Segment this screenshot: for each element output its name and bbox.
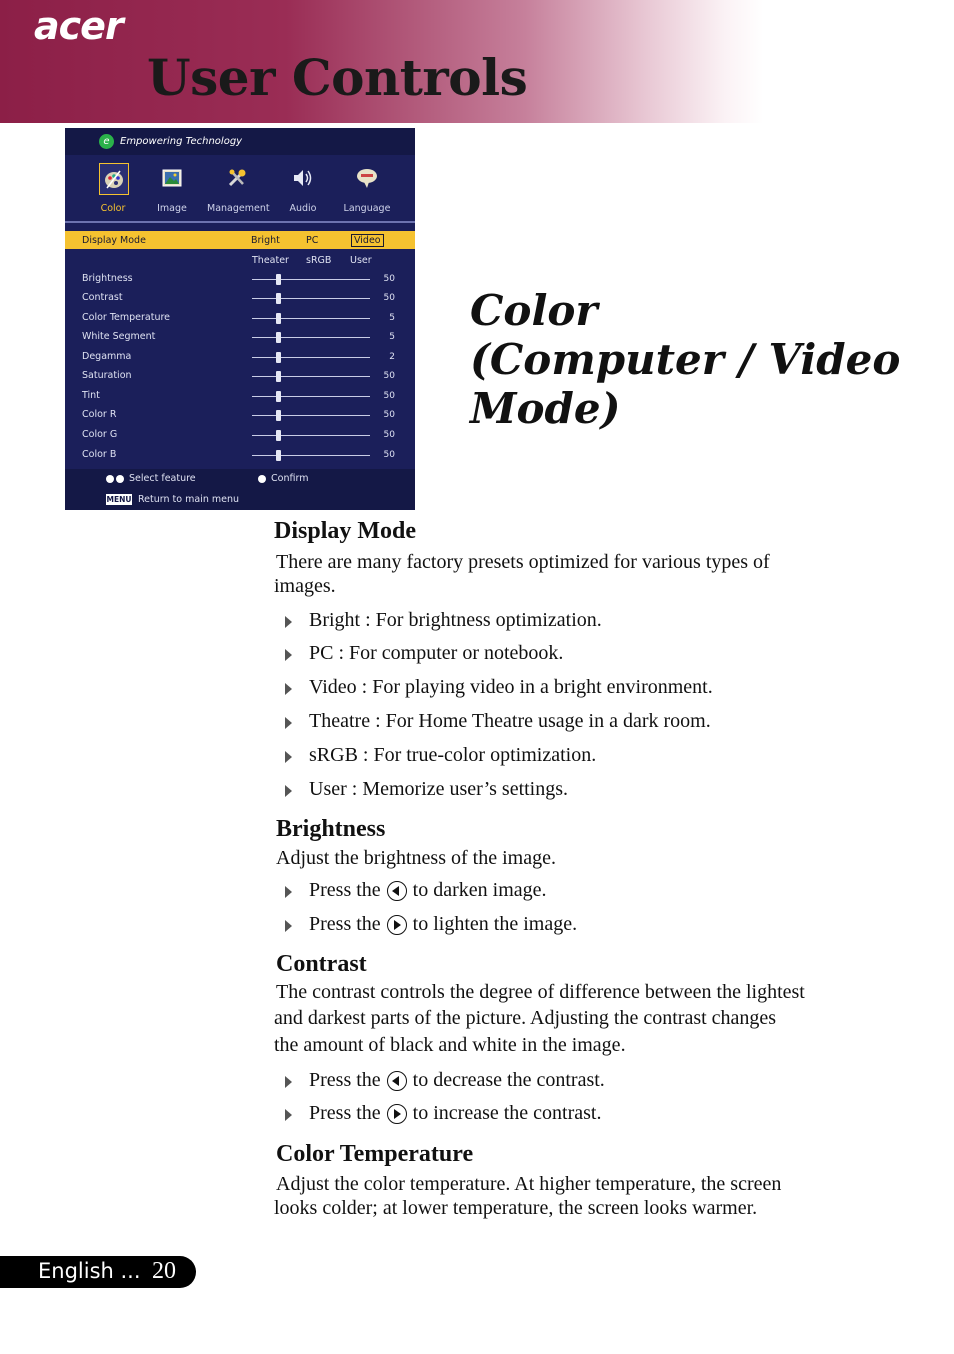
- slider-track[interactable]: [252, 279, 370, 280]
- acer-logo: acer: [34, 4, 123, 48]
- bullet-arrow-icon: [285, 717, 292, 729]
- down-button-icon: [116, 475, 124, 483]
- slider-knob[interactable]: [276, 274, 281, 285]
- row-label: Saturation: [82, 370, 132, 381]
- bullet-arrow-icon: [285, 920, 292, 932]
- bullet-arrow-icon: [285, 751, 292, 763]
- mode-option-theater[interactable]: Theater: [252, 255, 289, 266]
- list-item-text: Theatre : For Home Theatre usage in a dark room.: [309, 710, 711, 732]
- list-item-text: User : Memorize user’s settings.: [309, 778, 569, 800]
- list-item: [285, 778, 568, 801]
- confirm-hint: [258, 473, 308, 484]
- slider-knob[interactable]: [276, 391, 281, 402]
- tab-label: Color: [100, 203, 126, 214]
- brightness-heading: Brightness: [276, 816, 386, 842]
- tab-label: Language: [343, 203, 391, 214]
- display-mode-intro-line: images.: [274, 575, 336, 597]
- tab-image[interactable]: [142, 155, 202, 221]
- list-item: [285, 609, 602, 632]
- menu-key-icon: MENU: [106, 495, 132, 504]
- list-item-text: Press the: [309, 913, 381, 935]
- mode-option-bright[interactable]: Bright: [251, 235, 280, 246]
- row-label: Tint: [82, 390, 100, 401]
- row-value: 50: [383, 293, 395, 303]
- bullet-arrow-icon: [285, 1076, 292, 1088]
- row-label: White Segment: [82, 331, 156, 342]
- contrast-text-line: the amount of black and white in the image.: [274, 1034, 626, 1056]
- list-item: [285, 744, 596, 767]
- section-title-line: Color: [470, 286, 598, 335]
- display-mode-intro-line: There are many factory presets optimized for various types of: [276, 551, 770, 573]
- page-title: User Controls: [147, 48, 528, 107]
- color-temperature-text-line: Adjust the color temperature. At higher temperature, the screen: [276, 1173, 782, 1195]
- mode-option-user[interactable]: User: [350, 255, 372, 266]
- empowering-logo-icon: e: [99, 134, 114, 149]
- list-item: [285, 913, 577, 936]
- row-value: 50: [383, 450, 395, 460]
- row-value: 5: [389, 332, 395, 342]
- page-footer: [0, 1256, 196, 1288]
- tab-management[interactable]: [207, 155, 270, 221]
- return-main-menu-text: Return to main menu: [138, 494, 239, 505]
- list-item: [285, 1102, 601, 1125]
- tab-label: Management: [207, 203, 270, 214]
- osd-tabs: [65, 155, 415, 221]
- osd-divider: [65, 221, 415, 223]
- list-item: [285, 676, 713, 699]
- contrast-text-line: The contrast controls the degree of difference between the lightest: [276, 981, 805, 1003]
- list-item-text: Press the: [309, 1102, 381, 1124]
- bullet-arrow-icon: [285, 616, 292, 628]
- slider-knob[interactable]: [276, 430, 281, 441]
- bullet-arrow-icon: [285, 683, 292, 695]
- display-mode-row[interactable]: [65, 231, 415, 249]
- right-arrow-button-icon: [387, 915, 407, 935]
- osd-footer: [65, 469, 415, 510]
- list-item-text: Press the: [309, 1069, 381, 1091]
- right-button-icon: [258, 475, 266, 483]
- slider-knob[interactable]: [276, 352, 281, 363]
- display-mode-heading: Display Mode: [274, 518, 417, 544]
- list-item-text: PC : For computer or notebook.: [309, 642, 564, 664]
- select-feature-hint: [106, 473, 196, 484]
- list-item: [285, 710, 711, 733]
- row-label: Color Temperature: [82, 312, 171, 323]
- list-item-text: to increase the contrast.: [412, 1102, 602, 1124]
- confirm-text: Confirm: [271, 473, 309, 484]
- row-value: 50: [383, 371, 395, 381]
- osd-brand-bar: [65, 128, 415, 155]
- row-label: Contrast: [82, 292, 123, 303]
- slider-knob[interactable]: [276, 313, 281, 324]
- slider-track[interactable]: [252, 415, 370, 416]
- row-label: Degamma: [82, 351, 132, 362]
- left-arrow-button-icon: [387, 1071, 407, 1091]
- speech-bubble-icon: [353, 163, 381, 193]
- row-label: Brightness: [82, 273, 133, 284]
- display-mode-label: Display Mode: [82, 235, 146, 246]
- up-button-icon: [106, 475, 114, 483]
- speaker-icon: [289, 163, 317, 193]
- slider-track[interactable]: [252, 435, 370, 436]
- left-arrow-button-icon: [387, 881, 407, 901]
- tab-label: Image: [157, 203, 187, 214]
- slider-track[interactable]: [252, 455, 370, 456]
- mode-option-pc[interactable]: PC: [306, 235, 319, 246]
- footer-language: English ...: [38, 1259, 141, 1283]
- select-feature-text: Select feature: [129, 473, 196, 484]
- tab-audio[interactable]: [273, 155, 333, 221]
- list-item: [285, 879, 547, 902]
- slider-track[interactable]: [252, 337, 370, 338]
- mode-option-srgb[interactable]: sRGB: [306, 255, 332, 266]
- contrast-heading: Contrast: [276, 951, 367, 977]
- bullet-arrow-icon: [285, 785, 292, 797]
- palette-icon: [99, 163, 129, 195]
- list-item-text: to decrease the contrast.: [412, 1069, 605, 1091]
- row-label: Color B: [82, 449, 117, 460]
- list-item-text: to darken image.: [412, 879, 547, 901]
- section-title-line: (Computer / Video: [470, 335, 901, 384]
- osd-menu-screenshot: [65, 128, 415, 510]
- row-value: 50: [383, 410, 395, 420]
- mode-option-video[interactable]: Video: [351, 234, 384, 247]
- slider-knob[interactable]: [276, 450, 281, 461]
- slider-track[interactable]: [252, 318, 370, 319]
- list-item: [285, 642, 563, 665]
- bullet-arrow-icon: [285, 886, 292, 898]
- list-item-text: to lighten the image.: [412, 913, 578, 935]
- bullet-arrow-icon: [285, 1109, 292, 1121]
- tools-icon: [223, 163, 251, 193]
- bullet-arrow-icon: [285, 649, 292, 661]
- row-value: 50: [383, 274, 395, 284]
- tab-color[interactable]: [83, 155, 143, 221]
- color-temperature-text-line: looks colder; at lower temperature, the screen looks warmer.: [274, 1197, 758, 1219]
- contrast-text-line: and darkest parts of the picture. Adjusting the contrast changes: [274, 1007, 777, 1029]
- slider-track[interactable]: [252, 357, 370, 358]
- list-item-text: Video : For playing video in a bright environment.: [309, 676, 713, 698]
- tab-language[interactable]: [337, 155, 397, 221]
- row-value: 50: [383, 430, 395, 440]
- slider-knob[interactable]: [276, 410, 281, 421]
- list-item-text: sRGB : For true-color optimization.: [309, 744, 597, 766]
- page-number: 20: [152, 1258, 176, 1284]
- list-item-text: Bright : For brightness optimization.: [309, 609, 602, 631]
- slider-track[interactable]: [252, 298, 370, 299]
- row-label: Color R: [82, 409, 117, 420]
- color-temperature-heading: Color Temperature: [276, 1141, 474, 1167]
- picture-icon: [158, 163, 186, 193]
- tab-label: Audio: [289, 203, 317, 214]
- section-title: [470, 286, 900, 433]
- slider-knob[interactable]: [276, 293, 281, 304]
- list-item: [285, 1069, 605, 1092]
- slider-knob[interactable]: [276, 332, 281, 343]
- right-arrow-button-icon: [387, 1104, 407, 1124]
- row-value: 2: [389, 352, 395, 362]
- slider-track[interactable]: [252, 396, 370, 397]
- row-label: Color G: [82, 429, 118, 440]
- row-value: 5: [389, 313, 395, 323]
- osd-brand-text: Empowering Technology: [120, 136, 243, 147]
- page-header: [0, 0, 954, 123]
- brightness-intro: Adjust the brightness of the image.: [276, 847, 556, 869]
- section-title-line: Mode): [470, 384, 621, 433]
- list-item-text: Press the: [309, 879, 381, 901]
- slider-track[interactable]: [252, 376, 370, 377]
- slider-knob[interactable]: [276, 371, 281, 382]
- row-value: 50: [383, 391, 395, 401]
